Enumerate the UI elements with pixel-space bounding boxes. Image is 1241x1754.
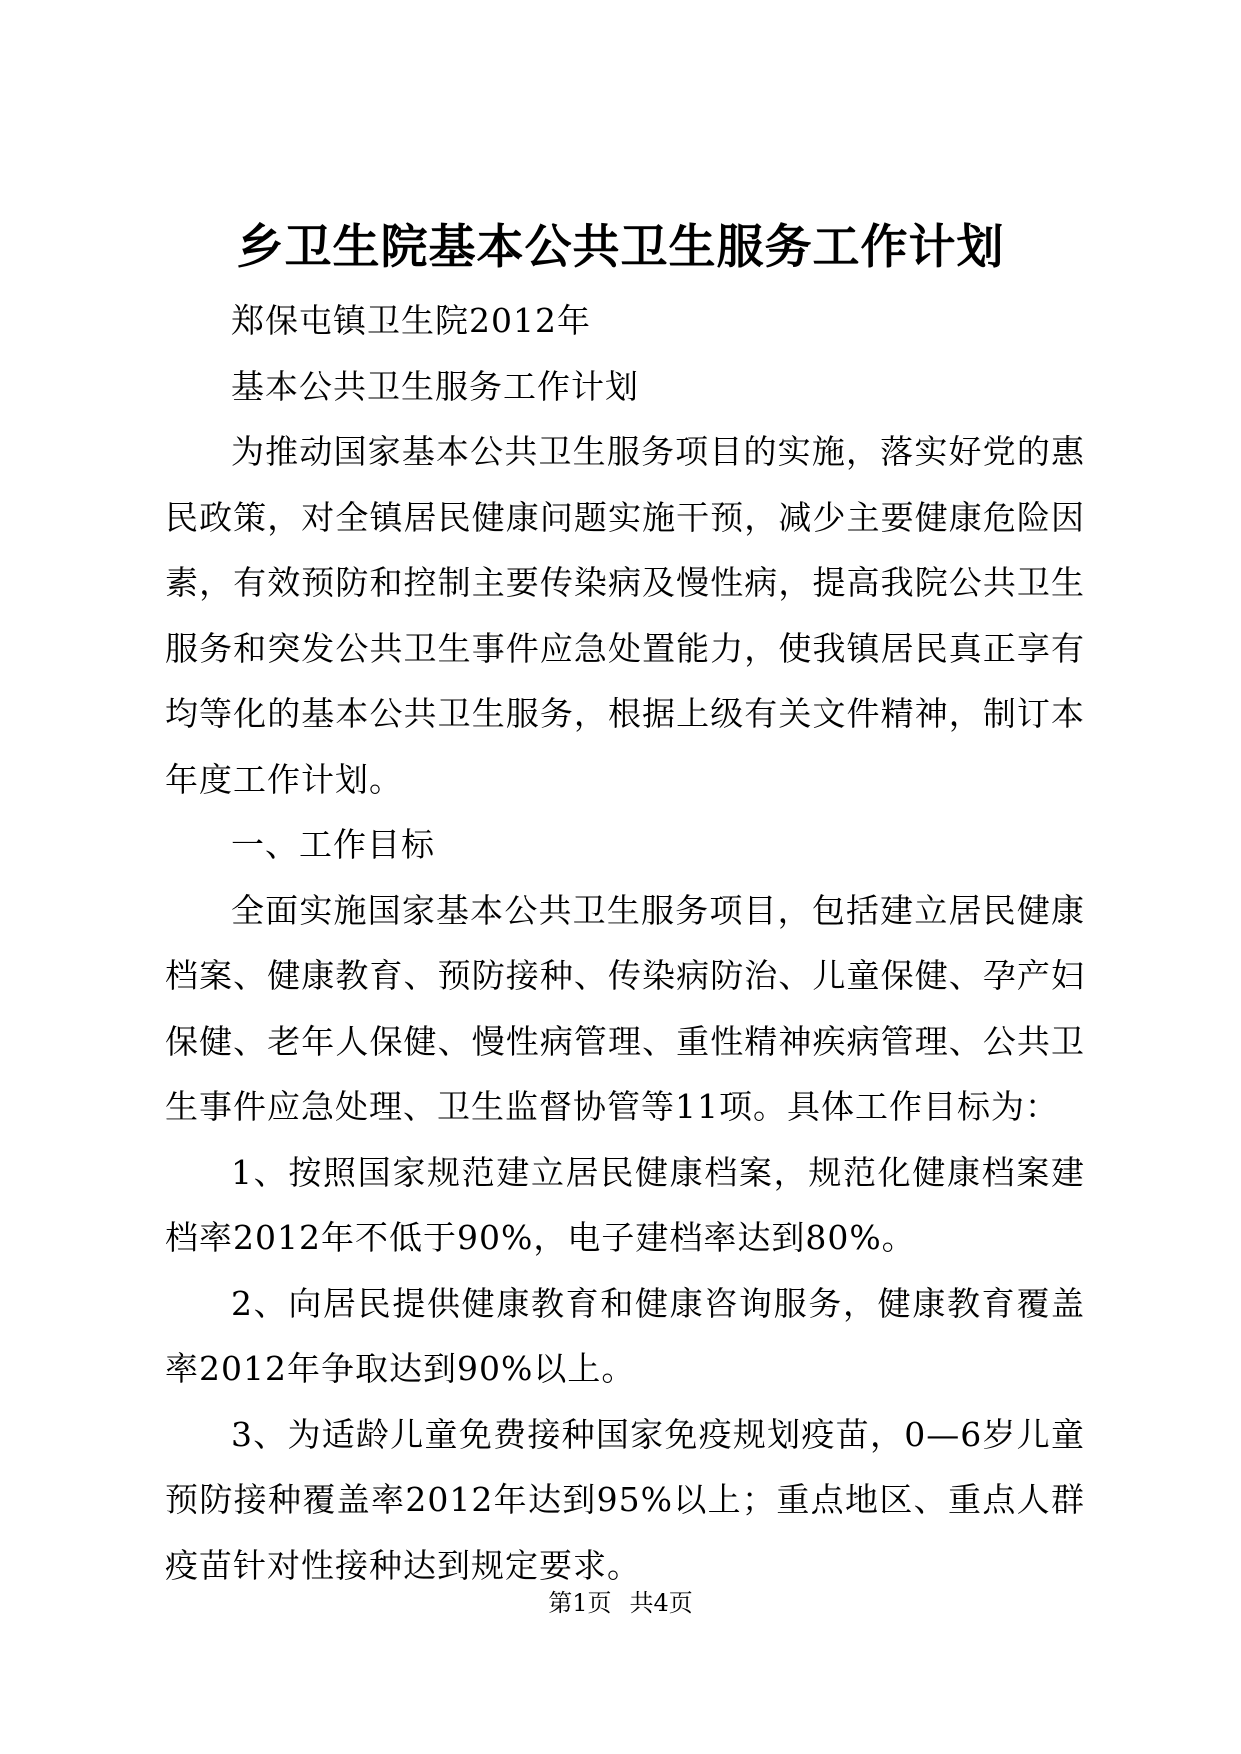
paragraph-intro: 为推动国家基本公共卫生服务项目的实施，落实好党的惠民政策，对全镇居民健康问题实施干预，减少主要健康危险因素，有效预防和控制主要传染病及慢性病，提高我院公共卫生服务和突发公共卫生事件应急处置能力，使我镇居民真正享有均等化的基本公共卫生服务，根据上级有关文件精神，制订本年度工作计划。 [165, 432, 1085, 799]
paragraph-subtitle: 基本公共卫生服务工作计划 [231, 366, 639, 406]
section-heading-goals: 一、工作目标 [231, 825, 435, 864]
paragraph-goal-3: 3、为适龄儿童免费接种国家免疫规划疫苗，0—6岁儿童预防接种覆盖率2012年达到95%以上；重点地区、重点人群疫苗针对性接种达到规定要求。 [165, 1414, 1085, 1585]
page-footer [0, 1588, 1241, 1618]
document-title: 乡卫生院基本公共卫生服务工作计划 [236, 220, 1005, 275]
document-body [165, 288, 1085, 1598]
paragraph-issuer: 郑保屯镇卫生院2012年 [231, 301, 591, 340]
paragraph-goals-overview: 全面实施国家基本公共卫生服务项目，包括建立居民健康档案、健康教育、预防接种、传染病防治、儿童保健、孕产妇保健、老年人保健、慢性病管理、重性精神疾病管理、公共卫生事件应急处理、卫生监督协管等11项。具体工作目标为： [165, 890, 1085, 1126]
page-total: 共4页 [629, 1589, 693, 1617]
page-number: 第1页 [548, 1589, 612, 1617]
paragraph-goal-2: 2、向居民提供健康教育和健康咨询服务，健康教育覆盖率2012年争取达到90%以上。 [165, 1283, 1085, 1388]
paragraph-goal-1: 1、按照国家规范建立居民健康档案，规范化健康档案建档率2012年不低于90%，电子建档率达到80%。 [165, 1152, 1085, 1257]
